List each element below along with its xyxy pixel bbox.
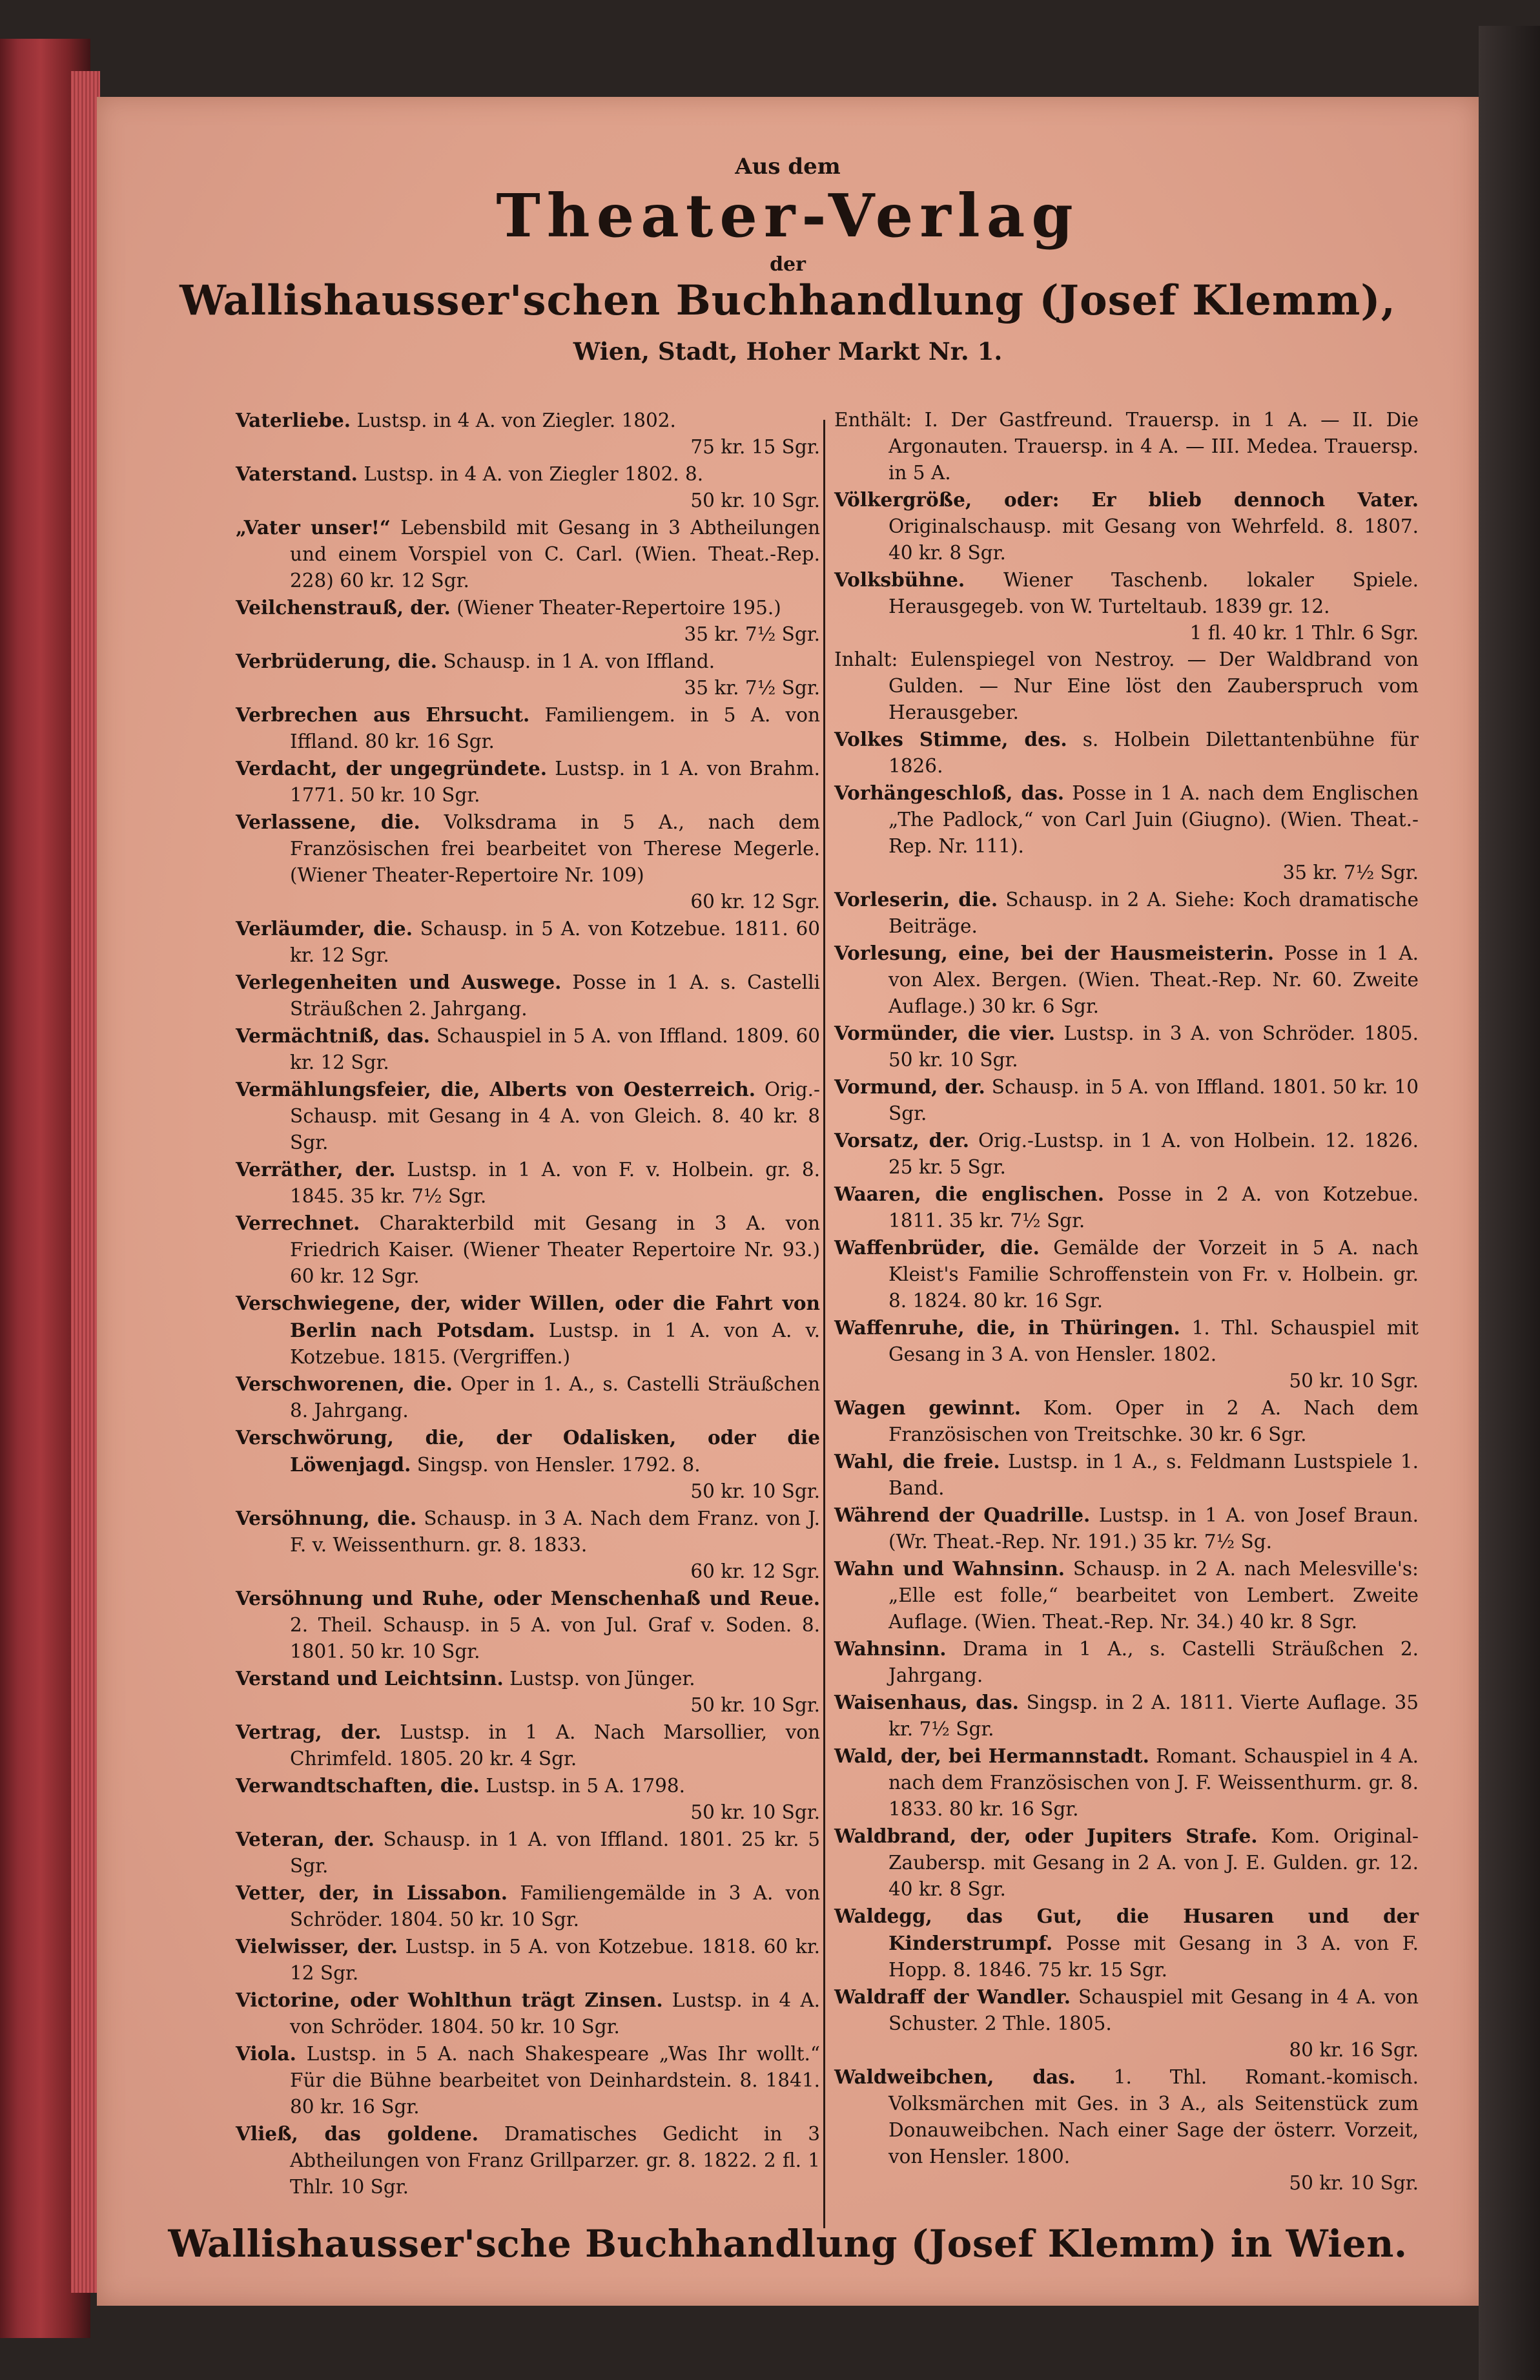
page-title: Theater-Verlag <box>496 181 1080 251</box>
entry-title: Waldweibchen, das. <box>834 2065 1076 2088</box>
catalog-entry <box>834 1823 1419 1903</box>
entry-title: Verläumder, die. <box>236 917 413 940</box>
catalog-entry <box>834 1073 1419 1127</box>
entry-title: Versöhnung, die. <box>236 1507 417 1529</box>
entry-price: 35 kr. 7½ Sgr. <box>1282 862 1419 884</box>
entry-title: Verbrechen aus Ehrsucht. <box>236 703 530 726</box>
catalog-entry <box>236 969 820 1022</box>
entry-description: Lustsp. in 1 A. Nach Marsollier, von Chrimfeld. 1805. 20 kr. 4 Sgr. <box>290 1721 820 1770</box>
entry-description: Lebensbild mit Gesang in 3 Abtheilungen und einem Vorspiel von C. Carl. (Wien. Theat.-Rep. 228) 60 kr. 12 Sgr. <box>290 517 820 592</box>
entry-title: Verstand und Leichtsinn. <box>236 1667 504 1690</box>
catalog-entry <box>236 915 820 969</box>
catalog-entry <box>236 1719 820 1772</box>
entry-description: Lustsp. in 5 A. nach Shakespeare „Was Ihr wollt.“ Für die Bühne bearbeitet von Deinhardstein. 8. 1841. 80 kr. 16 Sgr. <box>290 2043 820 2118</box>
entry-price: 50 kr. 10 Sgr. <box>1289 2172 1419 2194</box>
entry-title: Verwandtschaften, die. <box>236 1774 480 1797</box>
entry-title: Vetter, der, in Lissabon. <box>236 1881 508 1904</box>
entry-title: Waaren, die englischen. <box>834 1183 1104 1205</box>
catalog-entry <box>834 940 1419 1020</box>
catalog-entry <box>834 1743 1419 1823</box>
entry-title: Veteran, der. <box>236 1828 375 1850</box>
catalog-entry <box>236 1665 820 1692</box>
entry-description: Familiengemälde in 3 A. von Schröder. 1804. 50 kr. 10 Sgr. <box>290 1882 820 1930</box>
catalog-entry <box>834 566 1419 620</box>
entry-description: Schauspiel mit Gesang in 4 A. von Schuster. 2 Thle. 1805. <box>888 1986 1419 2034</box>
entry-title: Völkergröße, oder: Er blieb dennoch Vater. <box>834 488 1419 511</box>
catalog-entry <box>236 1371 820 1424</box>
entry-description: Romant. Schauspiel in 4 A. nach dem Französischen von J. F. Weissenthurm. gr. 8. 1833. 80 kr. 16 Sgr. <box>888 1745 1419 1820</box>
entry-description: Inhalt: Eulenspiegel von Nestroy. — Der Waldbrand von Gulden. — Nur Eine löst den Zauberspruch vom Herausgeber. <box>834 648 1419 723</box>
entry-description: Drama in 1 A., s. Castelli Sträußchen 2. Jahrgang. <box>888 1638 1419 1686</box>
entry-description: Originalschausp. mit Gesang von Wehrfeld. 8. 1807. 40 kr. 8 Sgr. <box>888 515 1419 564</box>
entry-title: Vormünder, die vier. <box>834 1022 1056 1044</box>
catalog-entry <box>834 886 1419 940</box>
entry-description: Posse mit Gesang in 3 A. von F. Hopp. 8. 1846. 75 kr. 15 Sgr. <box>888 1932 1419 1981</box>
entry-title: Waffenruhe, die, in Thüringen. <box>834 1316 1180 1339</box>
entry-title: Vielwisser, der. <box>236 1935 398 1958</box>
catalog-entry <box>834 1020 1419 1073</box>
entry-title: Verlegenheiten und Auswege. <box>236 971 562 993</box>
entry-description: Charakterbild mit Gesang in 3 A. von Friedrich Kaiser. (Wiener Theater Repertoire Nr. 93.) 60 kr. 12 Sgr. <box>290 1212 820 1287</box>
footer-publisher: Wallishausser'sche Buchhandlung (Josef Klemm) in Wien. <box>168 2222 1408 2266</box>
catalog-entry <box>834 1314 1419 1368</box>
entry-description: 2. Theil. Schausp. in 5 A. von Jul. Graf v. Soden. 8. 1801. 50 kr. 10 Sgr. <box>290 1614 820 1662</box>
catalog-entry <box>834 1689 1419 1743</box>
page-edges <box>71 71 100 2293</box>
entry-title: Wahnsinn. <box>834 1637 947 1660</box>
entry-title: Wahn und Wahnsinn. <box>834 1557 1065 1580</box>
catalog-entry <box>834 1448 1419 1502</box>
entry-title: Vertrag, der. <box>236 1721 382 1743</box>
entry-title: Waffenbrüder, die. <box>834 1236 1040 1259</box>
entry-description: Orig.-Lustsp. in 1 A. von Holbein. 12. 1826. 25 kr. 5 Sgr. <box>888 1130 1419 1178</box>
entry-title: Vaterstand. <box>236 462 358 485</box>
entry-description: Lustsp. in 3 A. von Schröder. 1805. 50 kr. 10 Sgr. <box>888 1022 1419 1071</box>
column-divider <box>823 420 825 2228</box>
entry-title: Waisenhaus, das. <box>834 1691 1019 1713</box>
entry-description: Lustsp. in 1 A. von A. v. Kotzebue. 1815. (Vergriffen.) <box>290 1319 820 1368</box>
catalog-entry <box>834 1903 1419 1983</box>
entry-title: Vließ, das goldene. <box>236 2122 479 2145</box>
entry-description: Lustsp. in 4 A. von Schröder. 1804. 50 kr. 10 Sgr. <box>290 1989 821 2038</box>
catalog-entry <box>834 1181 1419 1234</box>
entry-description: Enthält: I. Der Gastfreund. Trauersp. in 1 A. — II. Die Argonauten. Trauersp. in 4 A. — III. Medea. Trauersp. in 5 A. <box>834 409 1419 484</box>
entry-description: Posse in 1 A. s. Castelli Sträußchen 2. Jahrgang. <box>290 971 820 1020</box>
entry-title: Vaterliebe. <box>236 409 351 431</box>
catalog-entry <box>236 594 820 621</box>
catalog-entry <box>236 1505 820 1558</box>
header-der: der <box>770 253 806 276</box>
entry-description: Wiener Taschenb. lokaler Spiele. Herausgegeb. von W. Turteltaub. 1839 gr. 12. <box>888 569 1419 617</box>
catalog-entry <box>236 755 820 809</box>
catalog-entry <box>236 1772 820 1799</box>
entry-description: Lustsp. in 1 A. von F. v. Holbein. gr. 8. 1845. 35 kr. 7½ Sgr. <box>290 1159 820 1207</box>
catalog-entry <box>236 1933 820 1987</box>
entry-description: Lustsp. in 5 A. von Kotzebue. 1818. 60 kr. 12 Sgr. <box>290 1936 820 1984</box>
page-shadow <box>1479 26 1540 2380</box>
entry-price: 75 kr. 15 Sgr. <box>690 436 820 458</box>
entry-description: Posse in 1 A. von Alex. Bergen. (Wien. Theat.-Rep. Nr. 60. Zweite Auflage.) 30 kr. 6 Sgr. <box>888 942 1419 1017</box>
entry-title: Volkes Stimme, des. <box>834 728 1067 750</box>
entry-description: Oper in 1. A., s. Castelli Sträußchen 8. Jahrgang. <box>290 1373 820 1422</box>
entry-description: Schauspiel in 5 A. von Iffland. 1809. 60 kr. 12 Sgr. <box>290 1025 820 1073</box>
catalog-entry <box>834 647 1419 726</box>
entry-description: Singsp. von Hensler. 1792. 8. <box>416 1454 701 1476</box>
entry-title: Verbrüderung, die. <box>236 650 437 672</box>
entry-description: Schausp. in 3 A. Nach dem Franz. von J. F. v. Weissenthurn. gr. 8. 1833. <box>290 1507 820 1556</box>
catalog-entry <box>236 1076 820 1156</box>
entry-description: Schausp. in 2 A. Siehe: Koch dramatische Beiträge. <box>888 889 1419 937</box>
entry-title: Vorsatz, der. <box>834 1129 970 1152</box>
header-intro: Aus dem <box>735 154 841 180</box>
entry-title: Wagen gewinnt. <box>834 1396 1022 1419</box>
entry-title: Verräther, der. <box>236 1158 396 1181</box>
entry-title: Wahl, die freie. <box>834 1450 1000 1473</box>
entry-description: Lustsp. in 4 A. von Ziegler 1802. 8. <box>364 463 704 485</box>
entry-description: Familiengem. in 5 A. von Iffland. 80 kr. 16 Sgr. <box>290 704 820 752</box>
entry-title: Verschwörung, die, der Odalisken, oder die Löwenjagd. <box>236 1426 820 1476</box>
catalog-entry <box>236 2120 820 2200</box>
entry-description: Lustsp. von Jünger. <box>509 1668 695 1690</box>
left-column <box>236 407 820 2200</box>
entry-description: Kom. Oper in 2 A. Nach dem Französischen von Treitschke. 30 kr. 6 Sgr. <box>888 1397 1419 1445</box>
entry-price: 50 kr. 10 Sgr. <box>690 1801 820 1823</box>
catalog-entry <box>236 514 820 594</box>
entry-description: (Wiener Theater-Repertoire 195.) <box>457 597 781 619</box>
entry-price: 50 kr. 10 Sgr. <box>690 1480 820 1502</box>
catalog-entry <box>834 780 1419 860</box>
catalog-entry <box>834 1555 1419 1635</box>
entry-title: Versöhnung und Ruhe, oder Menschenhaß und Reue. <box>236 1587 820 1609</box>
entry-description: Schausp. in 1 A. von Iffland. <box>443 650 715 672</box>
catalog-entry <box>236 809 820 889</box>
entry-price: 50 kr. 10 Sgr. <box>690 1694 820 1716</box>
entry-description: Orig.-Schausp. mit Gesang in 4 A. von Gleich. 8. 40 kr. 8 Sgr. <box>290 1079 820 1154</box>
entry-title: Viola. <box>236 2042 296 2065</box>
entry-title: Vormund, der. <box>834 1075 985 1098</box>
entry-title: Waldegg, das Gut, die Husaren und der Kinderstrumpf. <box>834 1905 1419 1954</box>
entry-description: Dramatisches Gedicht in 3 Abtheilungen von Franz Grillparzer. gr. 8. 1822. 2 fl. 1 Thlr. 10 Sgr. <box>290 2123 820 2198</box>
entry-title: Verlassene, die. <box>236 811 420 833</box>
entry-description: Kom. Original-Zaubersp. mit Gesang in 2 A. von J. E. Gulden. gr. 12. 40 kr. 8 Sgr. <box>888 1825 1419 1900</box>
entry-price: 80 kr. 16 Sgr. <box>1289 2039 1419 2061</box>
entry-title: Victorine, oder Wohlthun trägt Zinsen. <box>236 1989 663 2011</box>
entry-description: Schausp. in 2 A. nach Melesville's: „Elle est folle,“ bearbeitet von Lembert. Zweite Auflage. (Wien. Theat.-Rep. Nr. 34.) 40 kr. 8 Sgr. <box>888 1558 1419 1633</box>
catalog-entry <box>834 726 1419 780</box>
catalog-entry <box>834 1502 1419 1555</box>
publisher-address: Wien, Stadt, Hoher Markt Nr. 1. <box>573 337 1003 366</box>
entry-title: Wald, der, bei Hermannstadt. <box>834 1744 1149 1767</box>
entry-description: Volksdrama in 5 A., nach dem Französischen frei bearbeitet von Therese Megerle. (Wiener Theater-Repertoire Nr. 109) <box>290 811 820 886</box>
entry-title: Verschwiegene, der, wider Willen, oder die Fahrt von Berlin nach Potsdam. <box>236 1292 820 1341</box>
catalog-entry <box>834 1635 1419 1689</box>
catalog-entry <box>236 1987 820 2040</box>
entry-title: Verschworenen, die. <box>236 1372 453 1395</box>
entry-description: Lustsp. in 1 A. von Brahm. 1771. 50 kr. 10 Sgr. <box>290 758 820 806</box>
entry-description: Lustsp. in 5 A. 1798. <box>486 1775 686 1797</box>
entry-title: Waldraff der Wandler. <box>834 1985 1071 2008</box>
entry-description: Lustsp. in 1 A. von Josef Braun. (Wr. Theat.-Rep. Nr. 191.) 35 kr. 7½ Sg. <box>888 1504 1419 1553</box>
entry-title: „Vater unser!“ <box>236 516 391 539</box>
catalog-entry <box>236 1585 820 1665</box>
catalog-page <box>97 97 1479 2306</box>
publisher-name: Wallishausser'schen Buchhandlung (Josef Klemm), <box>180 276 1396 325</box>
entry-description: Gemälde der Vorzeit in 5 A. nach Kleist's Familie Schroffenstein von Fr. v. Holbein. gr. 8. 1824. 80 kr. 16 Sgr. <box>888 1237 1419 1312</box>
catalog-entry <box>236 2040 820 2120</box>
catalog-entry <box>236 1424 820 1478</box>
catalog-entry <box>834 1983 1419 2037</box>
catalog-entry <box>236 407 820 434</box>
catalog-entry <box>834 407 1419 486</box>
entry-title: Verrechnet. <box>236 1212 360 1234</box>
catalog-entry <box>236 1210 820 1290</box>
entry-title: Vermächtniß, das. <box>236 1024 430 1047</box>
entry-title: Vermählungsfeier, die, Alberts von Oesterreich. <box>236 1078 756 1101</box>
catalog-entry <box>834 1127 1419 1181</box>
catalog-entry <box>236 1022 820 1076</box>
catalog-entry <box>834 2064 1419 2170</box>
entry-title: Volksbühne. <box>834 568 965 591</box>
catalog-entry <box>236 1290 820 1371</box>
entry-title: Veilchenstrauß, der. <box>236 596 451 619</box>
entry-title: Vorhängeschloß, das. <box>834 781 1065 804</box>
catalog-entry <box>834 486 1419 566</box>
entry-price: 50 kr. 10 Sgr. <box>1289 1370 1419 1392</box>
catalog-entry <box>236 1879 820 1933</box>
entry-price: 35 kr. 7½ Sgr. <box>684 623 820 645</box>
catalog-entry <box>236 460 820 488</box>
entry-title: Vorleserin, die. <box>834 888 998 911</box>
entry-description: Singsp. in 2 A. 1811. Vierte Auflage. 35 kr. 7½ Sgr. <box>888 1692 1419 1740</box>
entry-description: Lustsp. in 4 A. von Ziegler. 1802. <box>356 409 676 431</box>
entry-title: Während der Quadrille. <box>834 1504 1091 1526</box>
right-column <box>834 407 1419 2197</box>
entry-description: Posse in 2 A. von Kotzebue. 1811. 35 kr. 7½ Sgr. <box>888 1183 1419 1232</box>
entry-price: 35 kr. 7½ Sgr. <box>684 677 820 699</box>
entry-price: 1 fl. 40 kr. 1 Thlr. 6 Sgr. <box>1189 622 1419 644</box>
entry-description: 1. Thl. Schauspiel mit Gesang in 3 A. von Hensler. 1802. <box>888 1317 1419 1365</box>
catalog-entry <box>236 1156 820 1210</box>
entry-title: Waldbrand, der, oder Jupiters Strafe. <box>834 1825 1258 1847</box>
entry-description: Schausp. in 1 A. von Iffland. 1801. 25 kr. 5 Sgr. <box>290 1828 820 1877</box>
entry-description: s. Holbein Dilettantenbühne für 1826. <box>888 729 1419 777</box>
entry-description: Lustsp. in 1 A., s. Feldmann Lustspiele 1. Band. <box>888 1451 1419 1499</box>
entry-description: Schausp. in 5 A. von Kotzebue. 1811. 60 kr. 12 Sgr. <box>290 918 820 966</box>
entry-price: 50 kr. 10 Sgr. <box>690 490 820 512</box>
catalog-entry <box>236 648 820 675</box>
entry-price: 60 kr. 12 Sgr. <box>690 1560 820 1582</box>
entry-price: 60 kr. 12 Sgr. <box>690 891 820 913</box>
catalog-entry <box>236 1826 820 1879</box>
entry-description: Schausp. in 5 A. von Iffland. 1801. 50 kr. 10 Sgr. <box>888 1076 1419 1124</box>
catalog-entry <box>834 1234 1419 1314</box>
entry-description: 1. Thl. Romant.-komisch. Volksmärchen mit Ges. in 3 A., als Seitenstück zum Donauweibchen. Nach einer Sage der österr. Vorzeit, von Hensler. 1800. <box>888 2066 1419 2168</box>
catalog-entry <box>834 1394 1419 1448</box>
entry-title: Verdacht, der ungegründete. <box>236 757 548 780</box>
entry-title: Vorlesung, eine, bei der Hausmeisterin. <box>834 942 1274 964</box>
catalog-entry <box>236 701 820 755</box>
entry-description: Posse in 1 A. nach dem Englischen „The Padlock,“ von Carl Juin (Giugno). (Wien. Theat.-Rep. Nr. 111). <box>888 782 1419 857</box>
